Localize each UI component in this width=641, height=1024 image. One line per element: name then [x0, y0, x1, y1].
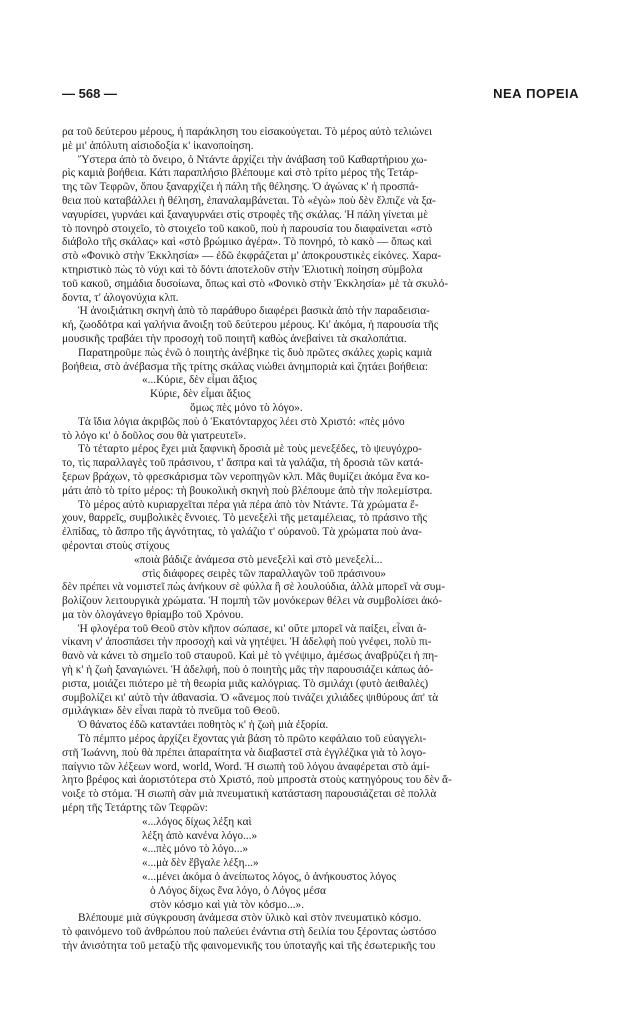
text-line: διάβολο τῆς σκάλας» καὶ «στὸ βρώμικο ἀγέρα». Τὸ πονηρό, τὸ κακὸ — ὅπως καὶ	[62, 236, 432, 249]
text-line: ρὶς καμιὰ βοήθεια. Κάτι παραπλήσιο βλέπουμε καὶ στὸ τρίτο μέρος τῆς Τετάρ-	[62, 167, 419, 180]
quote-line: στὶς διάφορες σειρὲς τῶν παραλλαγῶν τοῦ πράσινου»	[142, 567, 386, 580]
text-line: μουσικῆς τραβάει τὴν προσοχὴ τοῦ ποιητῆ καθὼς ἀνεβαίνει τὰ σκαλοπάτια.	[62, 332, 407, 345]
text-line: δοντα, τ' ἀλογονύχια κλπ.	[62, 291, 179, 304]
text-line: Τὸ τέταρτο μέρος ἔχει μιὰ ξαφνικὴ δροσιὰ μὲ τοὺς μενεξέδες, τὸ ψευγόχρο-	[78, 443, 422, 456]
text-line: χουν, θαρρεῖς, συμβολικὲς ἔννοιες. Τὸ μενεξελὶ τῆς μεταμέλειας, τὸ πράσινο τῆς	[62, 512, 427, 525]
text-line: Ἡ φλογέρα τοῦ Θεοῦ στὸν κῆπον σώπασε, κι' οὔτε μπορεῖ νὰ παίξει, εἶναι ἀ-	[78, 622, 427, 635]
text-line: παίγνιο τῶν λέξεων word, world, Word. Ἡ σιωπὴ τοῦ λόγου ἀναφέρεται στὸ ἀμί-	[62, 760, 430, 773]
text-line: στὸ «Φονικὸ στὴν Ἐκκλησία» — ἐδῶ ἐκφράζεται μ' ἀποκρουστικὲς εἰκόνες. Χαρα-	[62, 250, 442, 263]
running-head: ΝΕΑ ΠΟΡΕΙΑ	[493, 86, 579, 101]
text-line: της τῶν Τεφρῶν, ὅπου ξαναρχίζει ἡ πάλη τῆς θέλησης. Ὁ ἀγώνας κ' ἡ προσπά-	[62, 181, 419, 194]
quote-line: λέξη ἀπὸ κανένα λόγο...»	[142, 829, 258, 842]
text-line: σμιλάγκια» δὲν εἶναι παρὰ τὸ πνεῦμα τοῦ Θεοῦ.	[62, 705, 280, 718]
quote-line: «ποιὰ βάδιζε ἀνάμεσα στὸ μενεξελὶ καὶ στὸ μενεξελί...	[134, 553, 383, 566]
body-text	[62, 126, 582, 954]
quote-line: Κύριε, δὲν εἶμαι ἄξιος	[150, 388, 251, 401]
quote-line: ὁ Λόγος δίχως ἕνα λόγο, ὁ Λόγος μέσα	[150, 884, 326, 897]
text-line: ξερων βράχων, τὸ φρεσκάρισμα τῶν νεροπηγῶν κλπ. Μᾶς θυμίζει ἀκόμα ἕνα κο-	[62, 470, 430, 483]
text-line: μάτι ἀπὸ τὸ τρίτο μέρος: τὴ βουκολικὴ σκηνὴ ποὺ βλέπουμε ἀπὸ τὴν πολεμίστρα.	[62, 484, 433, 497]
text-line: στῆ Ἰωάννη, ποὺ θὰ πρέπει ἀπαραίτητα νὰ διαβαστεῖ στὰ ἐγγλέζικα γιὰ τὸ λογο-	[62, 746, 427, 759]
text-line: φέρονται στοὺς στίχους	[62, 539, 170, 552]
text-line: Βλέπουμε μιὰ σύγκρουση ἀνάμεσα στὸν ὑλικὸ καὶ στὸν πνευματικὸ κόσμο.	[78, 912, 422, 925]
text-line: νοιξε τὸ στόμα. Ἡ σιωπὴ σὰν μιὰ πνευματικὴ κατάσταση παρουσιάζεται σὲ πολλὰ	[62, 788, 437, 801]
quote-line: «...μένει ἀκόμα ὁ ἀνείπωτος λόγος, ὁ ἀνήκουστος λόγος	[142, 871, 397, 884]
text-line: θανὸ νὰ κάνει τὸ σημεῖο τοῦ σταυροῦ. Καὶ μὲ τὸ γνέψιμο, ἀμέσως ἀναβρύζει ἡ πη-	[62, 650, 438, 663]
text-line: βολίζουν λειτουργικὰ χρώματα. Ἡ πομπὴ τῶν μονόκερων θέλει νὰ συμβολίσει ἀκό-	[62, 595, 443, 608]
text-line: νίκανη ν' ἀποσπάσει τὴν προσοχὴ καὶ νὰ γητέψει. Ἡ ἀδελφὴ ποὺ γνέφει, πολὺ πι-	[62, 636, 432, 649]
text-line: κή, ζωοδότρα καὶ γαλήνια ἄνοιξη τοῦ δεύτερου μέρους. Κι' ἀκόμα, ἡ παρουσία τῆς	[62, 319, 439, 332]
text-line: δὲν πρέπει νὰ νομιστεῖ πὼς ἀνήκουν σὲ φύλλα ἢ σὲ λουλούδια, ἀλλὰ μπορεῖ νὰ συμ-	[62, 581, 446, 594]
text-line: Ὁ θάνατος ἐδῶ καταντάει ποθητὸς κ' ἡ ζωὴ μιὰ ἐξορία.	[78, 719, 329, 732]
text-line: κτηριστικὸ πὼς τὸ νύχι καὶ τὸ δόντι ἀποτελοῦν στὴν Ἐλιοτικὴ ποίηση σύμβολα	[62, 263, 423, 276]
text-line: Παρατηροῦμε πὼς ἐνῶ ὁ ποιητὴς ἀνέβηκε τὶς δυὸ πρῶτες σκάλες χωρὶς καμιὰ	[78, 346, 432, 359]
text-line: ριστα, μοιάζει πιότερο μὲ τὴ θεωρία μιᾶς καλόγριας. Τὸ σμιλάχι (φυτὸ ἀειθαλὲς)	[62, 677, 429, 690]
page-number: — 568 —	[62, 86, 117, 101]
text-line: θεια ποὺ καταβάλλει ἡ θέληση, ἐπαναλαμβάνεται. Τὸ «ἐγὼ» ποὺ δὲν ἔλπιζε νὰ ξα-	[62, 194, 436, 207]
text-line: γὴ κ' ἡ ζωὴ ξαναγιώνει. Ἡ ἀδελφή, ποὺ ὁ ποιητὴς μᾶς τὴν παρουσιάζει κάπως ἀό-	[62, 664, 434, 677]
text-line: Τὸ μέρος αὐτὸ κυριαρχεῖται πέρα γιὰ πέρα ἀπὸ τὸν Ντάντε. Τὰ χρώματα ἔ-	[78, 498, 419, 511]
text-line: μέρη τῆς Τετάρτης τῶν Τεφρῶν:	[62, 802, 208, 815]
quote-line: «...μὰ δὲν ἔβγαλε λέξη...»	[142, 857, 259, 870]
text-line: τὴν ἀνισότητα τοῦ μεταξὺ τῆς φαινομενικῆς του ὑποταγῆς καὶ τῆς ἐσωτερικῆς του	[62, 940, 436, 953]
quote-line: «...Κύριε, δὲν εἶμαι ἄξιος	[142, 374, 257, 387]
text-line: βοήθεια, στὸ ἀνέβασμα τῆς τρίτης σκάλας νιώθει ἀνημποριὰ καὶ ζητάει βοήθεια:	[62, 360, 429, 373]
text-line: μα τὸν ὁλογάνεγο θρίαμβο τοῦ Χρόνου.	[62, 608, 244, 621]
text-line: ἐλπίδας, τὸ ἄσπρο τῆς ἁγνότητας, τὸ γαλάζιο τ' οὐρανοῦ. Τὰ χρώματα ποὺ ἀνα-	[62, 526, 422, 539]
text-line: ναγυρίσει, γυρνάει καὶ ξαναγυρνάει στὶς στροφὲς τῆς σκάλας. Ἡ πάλη γίνεται μὲ	[62, 208, 429, 221]
text-line: τὸ πονηρὸ στοιχεῖο, τὸ στοιχεῖο τοῦ κακοῦ, ποὺ ἡ παρουσία του διαφαίνεται «στὸ	[62, 222, 433, 235]
quote-line: «...λόγος δίχως λέξη καὶ	[142, 815, 252, 828]
text-line: μὲ μι' ἀπόλυτη αἰσιοδοξία κ' ἱκανοποίηση.	[62, 139, 254, 152]
text-line: ρα τοῦ δεύτερου μέρους, ἡ παράκληση του εἰσακούγεται. Τὸ μέρος αὐτὸ τελιώνει	[62, 126, 432, 138]
page-header	[62, 86, 579, 104]
text-line: Τὸ πέμπτο μέρος ἀρχίζει ἔχοντας γιὰ βάση τὸ πρῶτο κεφάλαιο τοῦ εὐαγγελι-	[78, 733, 427, 746]
text-line: τὸ φαινόμενο τοῦ ἀνθρώπου ποὺ παλεύει ἐνάντια στὴ δειλία του ξέροντας ὡστόσο	[62, 926, 437, 939]
quote-line: στὸν κόσμο καὶ γιὰ τὸν κόσμο...».	[150, 898, 305, 911]
text-line: Ὕστερα ἀπὸ τὸ ὄνειρο, ὁ Ντάντε ἀρχίζει τὴν ἀνάβαση τοῦ Καθαρτήριου χω-	[78, 153, 428, 166]
text-line: τοῦ κακοῦ, σημάδια δυσοίωνα, ὅπως καὶ στὸ «Φονικὸ στὴν Ἐκκλησία» μὲ τὰ σκυλό-	[62, 277, 449, 290]
text-line: Τὰ ἴδια λόγια ἀκριβῶς ποὺ ὁ Ἑκατόνταρχος λέει στὸ Χριστό: «πὲς μόνο	[78, 415, 405, 428]
quote-line: ὅμως πὲς μόνο τὸ λόγο».	[190, 401, 303, 414]
text-line: τὸ λόγο κι' ὁ δοῦλος σου θὰ γιατρευτεῖ».	[62, 429, 247, 442]
text-line: λητο βρέφος καὶ ἀοριστότερα στὸ Χριστό, ποὺ μπροστὰ στοὺς κατηγόρους του δὲν ἄ-	[62, 774, 452, 787]
text-line: το, τὶς παραλλαγὲς τοῦ πράσινου, τ' ἄσπρα καὶ τὰ γαλάζια, τὴ δροσιὰ τῶν κατά-	[62, 457, 424, 470]
text-line: συμβολίζει κι' αὐτὸ τὴν ἀθανασία. Ὁ «ἄνεμος ποὺ τινάζει χιλιάδες ψιθύρους ἀπ' τὰ	[62, 691, 439, 704]
text-line: Ἡ ἀνοιξιάτικη σκηνὴ ἀπὸ τὸ παράθυρο διαφέρει βασικὰ ἀπὸ τὴν παραδεισια-	[78, 305, 430, 318]
quote-line: «...πὲς μόνο τὸ λόγο...»	[142, 843, 249, 856]
